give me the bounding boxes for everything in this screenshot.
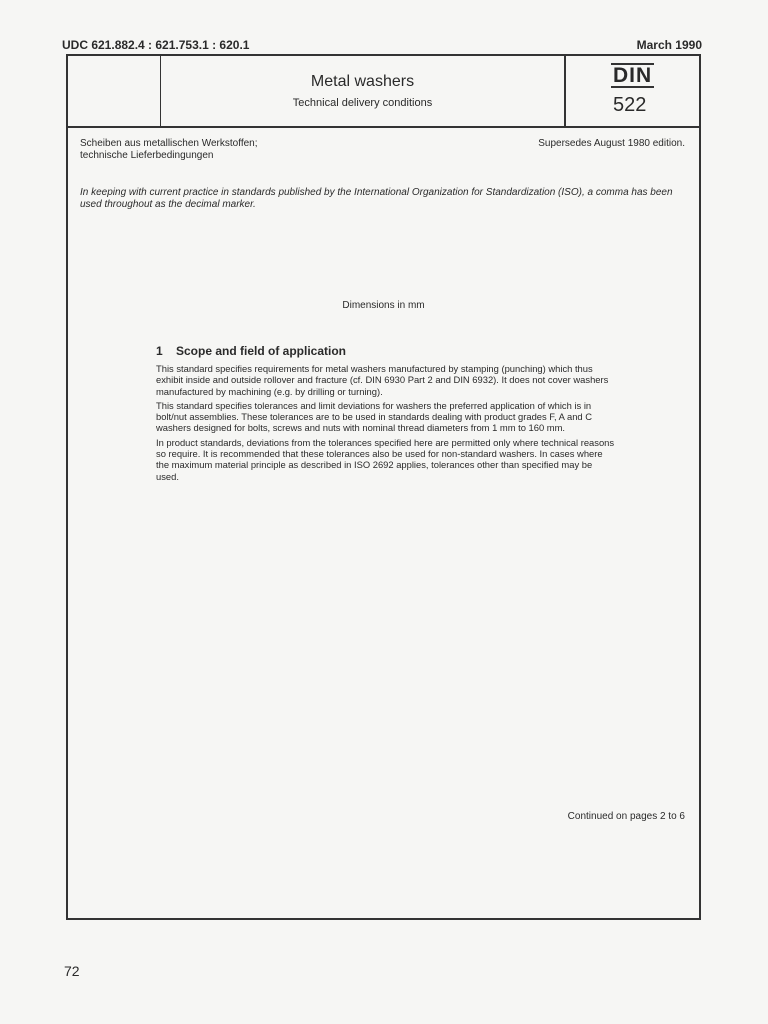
page-number: 72 <box>64 963 80 979</box>
title-block-center-cell <box>161 56 564 126</box>
supersedes-note: Supersedes August 1980 edition. <box>538 138 685 149</box>
udc-classification: UDC 621.882.4 : 621.753.1 : 620.1 <box>62 38 250 52</box>
document-frame <box>66 54 701 920</box>
din-logo: DIN <box>613 64 653 87</box>
dimensions-note: Dimensions in mm <box>342 300 425 311</box>
section-number: 1 <box>156 344 163 358</box>
document-subtitle: Technical delivery conditions <box>292 97 433 109</box>
section-heading <box>156 344 346 358</box>
german-title-line-2: technische Lieferbedingungen <box>80 150 214 161</box>
document-title: Metal washers <box>310 73 415 90</box>
section-title: Scope and field of application <box>176 344 347 358</box>
title-block-right-cell <box>564 56 701 126</box>
german-title-line-1: Scheiben aus metallischen Werkstoffen; <box>80 138 258 149</box>
section-paragraph: In product standards, deviations from the tolerances specified here are permitted only where technical reasons so require. It is recommended that these tolerances also be used for non-standard washers. In cases where the maximum material principle as described in ISO 2692 applies, tolerances other than specified may be used. <box>156 436 615 482</box>
section-body <box>156 363 615 485</box>
title-block <box>68 56 699 128</box>
iso-decimal-note: In keeping with current practice in standards published by the International Organization for Standardization (ISO), a comma has been used throughout as the decimal marker. <box>80 187 673 210</box>
standard-number: 522 <box>613 94 647 116</box>
section-paragraph: This standard specifies requirements for metal washers manufactured by stamping (punching) which thus exhibit inside and outside rollover and fracture (cf. DIN 6930 Part 2 and DIN 6932). It does not cover washers manufactured by machining (e.g. by drilling or turning). <box>156 363 609 397</box>
continued-note: Continued on pages 2 to 6 <box>567 811 685 822</box>
german-title <box>80 138 258 162</box>
publication-date: March 1990 <box>636 38 702 52</box>
title-block-left-cell <box>68 56 161 126</box>
section-paragraph: This standard specifies tolerances and limit deviations for washers the preferred application of which is in bolt/nut assemblies. These tolerances are to be used in standards dealing with product grades F, A and C washers designed for bolts, screws and nuts with nominal thread diameters from 1 mm to 160 mm. <box>156 399 593 434</box>
